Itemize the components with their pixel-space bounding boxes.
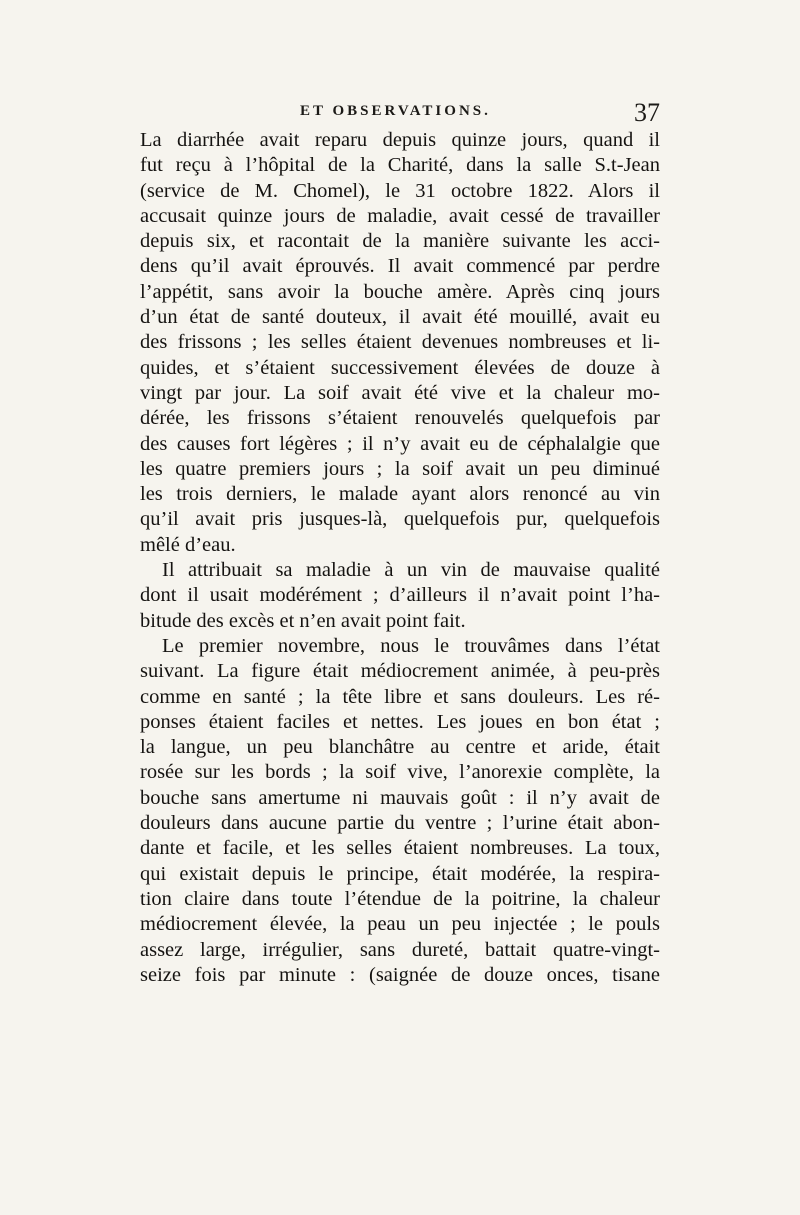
text-line: mêlé d’eau. [140,533,236,556]
text-line: bitude des excès et n’en avait point fait. [140,609,466,632]
page-number: 37 [634,98,660,127]
page-header [140,98,660,129]
text-line: quides, et s’étaient successivement élevées de douze à [140,356,660,379]
text-line: vingt par jour. La soif avait été vive et la chaleur mo- [140,381,660,404]
body-text [140,128,660,988]
text-line: qui existait depuis le principe, était modérée, la respira- [140,862,660,885]
text-line: des causes fort légères ; il n’y avait eu de céphalalgie que [140,432,660,455]
text-line: suivant. La figure était médiocrement animée, à peu-près [140,660,660,683]
text-line: douleurs dans aucune partie du ventre ; l’urine était abon- [140,812,660,835]
text-line: rosée sur les bords ; la soif vive, l’anorexie complète, la [140,761,660,784]
text-line: (service de M. Chomel), le 31 octobre 1822. Alors il [140,179,660,202]
text-line: médiocrement élevée, la peau un peu injectée ; le pouls [140,913,660,936]
text-line: accusait quinze jours de maladie, avait cessé de travailler [140,204,660,227]
text-line: les quatre premiers jours ; la soif avait un peu diminué [140,457,660,480]
text-line: qu’il avait pris jusques-là, quelquefois pur, quelquefois [140,508,660,531]
text-line: d’un état de santé douteux, il avait été mouillé, avait eu [140,306,660,329]
text-line: comme en santé ; la tête libre et sans douleurs. Les ré- [140,685,660,708]
running-head: ET OBSERVATIONS. [300,103,491,119]
text-line: dens qu’il avait éprouvés. Il avait commencé par perdre [140,255,660,278]
text-line: La diarrhée avait reparu depuis quinze jours, quand il [140,129,660,151]
text-line: l’appétit, sans avoir la bouche amère. Après cinq jours [140,280,660,303]
text-line: Le premier novembre, nous le trouvâmes dans l’état [162,634,660,657]
text-line: dont il usait modérément ; d’ailleurs il n’avait point l’ha- [140,584,660,607]
text-line: les trois derniers, le malade ayant alors renoncé au vin [140,483,660,506]
text-line: depuis six, et racontait de la manière suivante les acci- [140,230,660,253]
text-line: dante et facile, et les selles étaient nombreuses. La toux, [140,837,660,860]
text-line: ponses étaient faciles et nettes. Les joues en bon état ; [140,710,660,733]
text-line: seize fois par minute : (saignée de douze onces, tisane [140,963,660,986]
text-line: dérée, les frissons s’étaient renouvelés quelquefois par [140,407,660,430]
text-line: Il attribuait sa maladie à un vin de mauvaise qualité [162,559,660,582]
text-line: des frissons ; les selles étaient devenues nombreuses et li- [140,331,660,354]
text-line: la langue, un peu blanchâtre au centre et aride, était [140,736,660,759]
text-line: assez large, irrégulier, sans dureté, battait quatre-vingt- [140,938,660,961]
text-line: tion claire dans toute l’étendue de la poitrine, la chaleur [140,887,660,910]
text-line: bouche sans amertume ni mauvais goût : il n’y avait de [140,786,660,809]
text-line: fut reçu à l’hôpital de la Charité, dans la salle S.t-Jean [140,154,660,177]
